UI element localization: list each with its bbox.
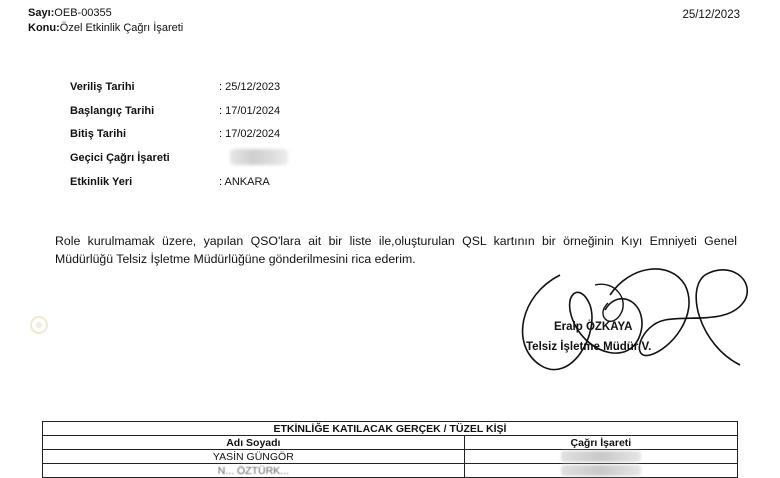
field-value: : 17/01/2024 xyxy=(219,104,281,117)
field-label: Başlangıç Tarihi xyxy=(70,104,155,117)
participant-name: N... ÖZTÜRK... xyxy=(43,464,465,478)
signature-block xyxy=(500,255,760,395)
table-row xyxy=(43,464,738,478)
participant-callsign xyxy=(464,464,737,478)
signatory-name: Eralp ÖZKAYA xyxy=(554,321,633,333)
redacted-value xyxy=(561,451,641,462)
konu-label: Konu: xyxy=(28,22,60,34)
faint-stamp-icon xyxy=(28,314,50,336)
sayi-label: Sayı: xyxy=(28,7,55,19)
redacted-value xyxy=(230,149,288,165)
participant-callsign xyxy=(464,450,737,464)
field-value: : 25/12/2023 xyxy=(219,81,281,93)
signatory-title: Telsiz İşletme Müdür V. xyxy=(526,341,652,353)
sayi-value: OEB-00355 xyxy=(54,7,112,19)
sayi-line xyxy=(28,6,183,21)
document-date: 25/12/2023 xyxy=(682,9,740,21)
table-title-row xyxy=(43,422,738,436)
table-title: ETKİNLİĞE KATILACAK GERÇEK / TÜZEL KİŞİ xyxy=(43,422,738,436)
request-paragraph: Role kurulmamak üzere, yapılan QSO'lara ait bir liste ile,oluşturulan QSL kartının bir örneğinin Kıyı Emniyeti Genel Müdürlüğü Telsiz İşletme Müdürlüğüne gönderilmesini rica ederim. xyxy=(55,234,737,266)
konu-line xyxy=(28,21,183,36)
participant-name: YASİN GÜNGÖR xyxy=(43,450,465,464)
field-label: Etkinlik Yeri xyxy=(70,175,133,188)
field-label: Veriliş Tarihi xyxy=(70,81,135,93)
column-header-callsign: Çağrı İşareti xyxy=(464,436,737,450)
field-value: : 17/02/2024 xyxy=(219,128,281,141)
column-header-name: Adı Soyadı xyxy=(43,436,465,450)
field-label: Bitiş Tarihi xyxy=(70,128,127,141)
field-label: Geçici Çağrı İşareti xyxy=(70,152,170,165)
table-header-row xyxy=(43,436,738,450)
table-row xyxy=(43,450,738,464)
redacted-value xyxy=(561,465,641,476)
participants-table xyxy=(42,421,738,478)
document-header-left xyxy=(28,6,183,36)
field-value: : ANKARA xyxy=(219,175,270,188)
konu-value: Özel Etkinlik Çağrı İşareti xyxy=(59,22,184,34)
